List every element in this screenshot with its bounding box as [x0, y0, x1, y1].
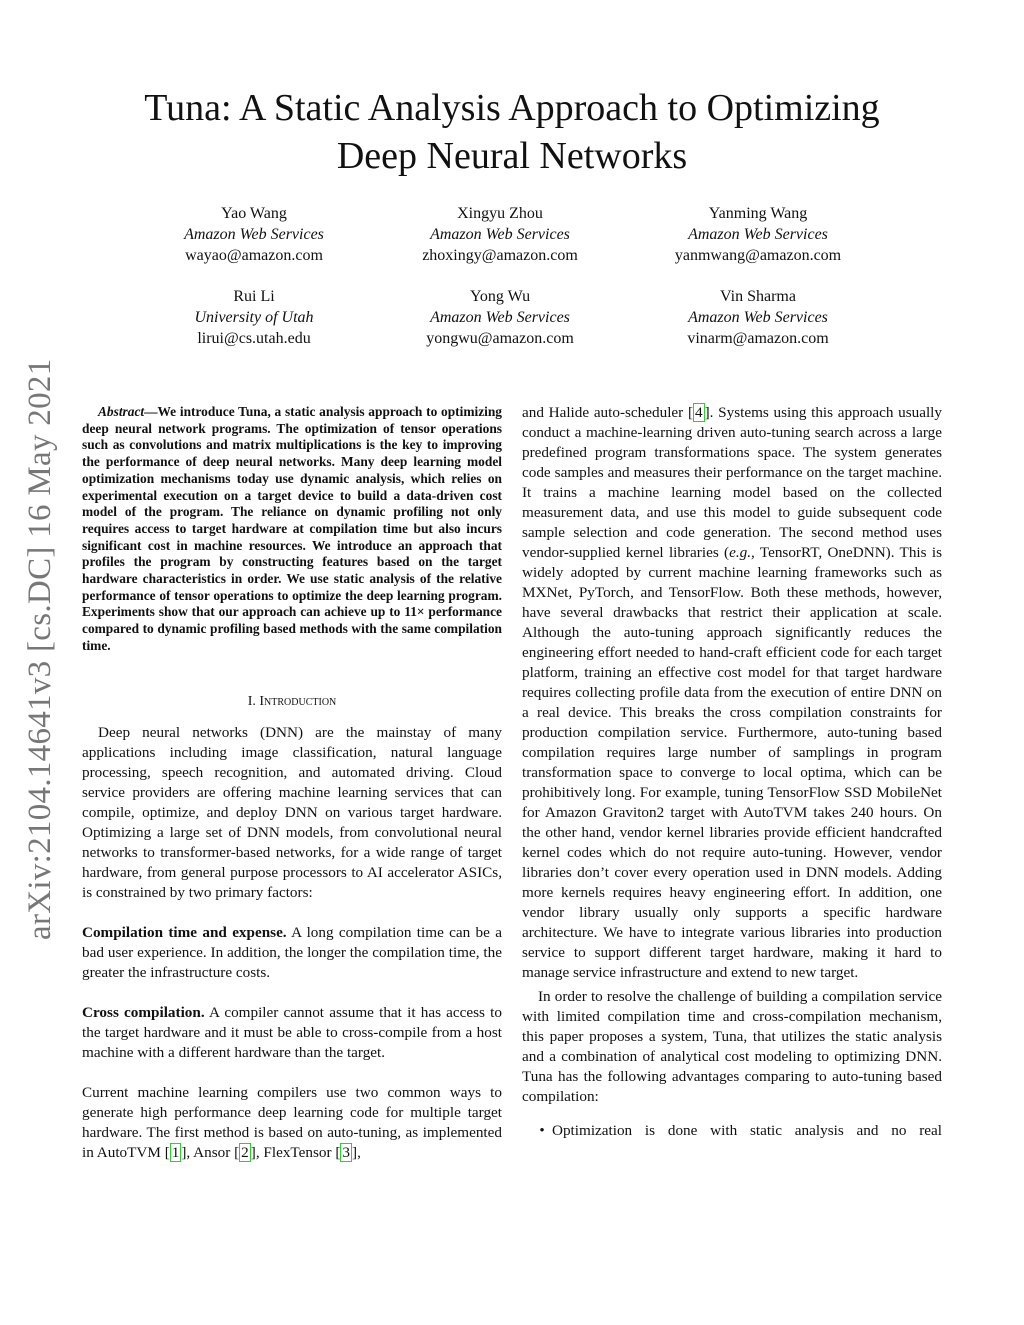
author-affiliation: University of Utah	[194, 309, 314, 326]
author-name: Vin Sharma	[720, 288, 796, 305]
author-block	[370, 286, 630, 349]
paragraph	[82, 923, 502, 983]
author-email: yongwu@amazon.com	[426, 330, 574, 347]
author-block	[124, 203, 384, 266]
paragraph	[82, 1003, 502, 1063]
paragraph-text: ,	[357, 1144, 361, 1161]
author-block	[628, 203, 888, 266]
paragraph: In order to resolve the challenge of building a compilation service with limited compilation time and cross-compilation mechanism, this paper proposes a system, Tuna, that utilizes the static analysis and a combination of analytical cost modeling to optimizing DNN. Tuna has the following advantages comparing to auto-tuning based compilation:	[522, 988, 942, 1105]
title-line-2: Deep Neural Networks	[336, 135, 688, 177]
author-affiliation: Amazon Web Services	[688, 309, 828, 326]
paragraph-lead: Compilation time and expense.	[82, 924, 287, 941]
section-title: Introduction	[259, 694, 337, 709]
citation-link[interactable]: 2	[241, 1144, 249, 1161]
author-block	[124, 286, 384, 349]
paragraph-lead: Cross compilation.	[82, 1004, 205, 1021]
abstract-label: Abstract	[98, 404, 145, 419]
paper-title	[0, 84, 1024, 180]
arxiv-identifier: arXiv:2104.14641v3 [cs.DC] 16 May 2021	[22, 358, 58, 940]
bullet-item	[532, 1121, 942, 1141]
author-name: Yao Wang	[221, 205, 287, 222]
author-email: lirui@cs.utah.edu	[197, 330, 311, 347]
bullet-icon: •	[539, 1122, 545, 1139]
abstract-text: —We introduce Tuna, a static analysis approach to optimizing deep neural network programs. The optimization of tensor operations such as convolutions and matrix multiplications is the key to improving the performance of deep neural networks. Many deep learning model optimization mechanisms today use dynamic analysis, which relies on experimental execution on a target device to build a data-driven cost model of the program. The reliance on dynamic profiling not only requires access to target hardware at compilation time but also incurs significant cost in machine resources. We introduce an approach that profiles the program by constructing features based on the target hardware characteristics in order. We use static analysis of the relative performance of tensor operations to optimize the deep learning program. Experiments show that our approach can achieve up to 11× performance compared to dynamic profiling based methods with the same compilation time.	[82, 404, 502, 653]
abstract	[82, 404, 502, 655]
author-email: vinarm@amazon.com	[687, 330, 829, 347]
author-name: Yanming Wang	[708, 205, 808, 222]
author-name: Rui Li	[233, 288, 275, 305]
paragraph-text: . Systems using this approach usually conduct a machine-learning driven auto-tuning search across a large predefined program transformations space. The system generates code samples and measures their performance on the target machine. It trains a machine learning model based on the collected measurement data, and use this model to guide subsequent code sample selection and code generation. The second method uses vendor-supplied kernel libraries (	[522, 404, 942, 561]
bullet-text: Optimization is done with static analysis and no real	[552, 1122, 942, 1139]
paragraph: Deep neural networks (DNN) are the mainstay of many applications including image classification, natural language processing, speech recognition, and automated driving. Cloud service providers are offering machine learning services that can compile, optimize, and deploy DNN on various target hardware. Optimizing a large set of DNN models, from convolutional neural networks to transformer-based networks, for a wide range of target hardware, from general purpose processors to AI accelerator ASICs, is constrained by two primary factors:	[82, 724, 502, 901]
author-block	[628, 286, 888, 349]
author-affiliation: Amazon Web Services	[184, 226, 324, 243]
section-number: I.	[247, 694, 256, 709]
right-column-body	[522, 403, 942, 1141]
paragraph-text: Current machine learning compilers use two common ways to generate high performance deep learning code for multiple target hardware. The first method is based on auto-tuning, as implemented in AutoTVM	[82, 1084, 502, 1161]
title-line-1: Tuna: A Static Analysis Approach to Optimizing	[144, 87, 880, 129]
citation-link[interactable]: 3	[342, 1144, 350, 1161]
paragraph-text: e.g.	[729, 544, 752, 561]
author-affiliation: Amazon Web Services	[688, 226, 828, 243]
author-email: zhoxingy@amazon.com	[422, 247, 578, 264]
author-email: yanmwang@amazon.com	[674, 247, 842, 264]
paragraph-text: , FlexTensor	[255, 1144, 336, 1161]
citation-link[interactable]: 4	[695, 404, 703, 421]
paragraph-text: A long compilation time can be a bad user experience. In addition, the longer the compilation time, the greater the infrastructure costs.	[82, 924, 502, 981]
author-affiliation: Amazon Web Services	[430, 226, 570, 243]
paragraph: Current machine learning compilers use two common ways to generate high performance deep learning code for multiple target hardware. The first method is based on auto-tuning, as implemented in AutoTVM [ 1 ], Ansor [ 2 ], FlexTensor [ 3 ],	[82, 1084, 502, 1161]
author-email: wayao@amazon.com	[185, 247, 323, 264]
left-column-body	[82, 723, 502, 1163]
author-name: Xingyu Zhou	[457, 205, 543, 222]
author-block	[370, 203, 630, 266]
author-affiliation: Amazon Web Services	[430, 309, 570, 326]
author-name: Yong Wu	[469, 288, 531, 305]
paragraph-text: , TensorRT, OneDNN). This is widely adopted by current machine learning frameworks such as MXNet, PyTorch, and TensorFlow. Both these methods, however, have several drawbacks that restrict their application at scale. Although the auto-tuning approach significantly reduces the engineering effort needed to hand-craft efficient code for each target platform, training an effective cost model for that target hardware requires collecting profile data from the execution of entire DNN on a real device. This breaks the cross compilation constraints for production compilation service. Furthermore, auto-tuning based compilation requires large number of samplings in program transformation space to converge to local optima, which can be prohibitively long. For example, tuning TensorFlow SSD MobileNet for Amazon Graviton2 target with AutoTVM takes 240 hours. On the other hand, vendor kernel libraries provide efficient handcrafted kernel codes which do not require auto-tuning. However, vendor libraries don’t cover every operation used in DNN models. Adding more kernels requires heavy engineering effort. In addition, one vendor library usually only supports a specific hardware architecture. We have to integrate various libraries into production service to support different target hardware, making it hard to manage service infrastructure and extend to new target.	[522, 544, 942, 981]
citation-link[interactable]: 1	[171, 1144, 180, 1161]
paragraph-text: , Ansor	[186, 1144, 235, 1161]
paragraph-text: and Halide auto-scheduler	[522, 404, 688, 421]
paragraph-text: A compiler cannot assume that it has access to the target hardware and it must be able to cross-compile from a host machine with a different hardware than the target.	[82, 1004, 502, 1061]
paragraph: and Halide auto-scheduler [ 4 ]. Systems using this approach usually conduct a machine-learning driven auto-tuning search across a large predefined program transformations space. The system generates code samples and measures their performance on the target machine. It trains a machine learning model based on the collected measurement data, and use this model to guide subsequent code sample selection and code generation. The second method uses vendor-supplied kernel libraries (e.g., TensorRT, OneDNN). This is widely adopted by current machine learning frameworks such as MXNet, PyTorch, and TensorFlow. Both these methods, however, have several drawbacks that restrict their application at scale. Although the auto-tuning approach significantly reduces the engineering effort needed to hand-craft efficient code for each target platform, training an effective cost model for that target hardware requires collecting profile data from the execution of entire DNN on a real device. This breaks the cross compilation constraints for production compilation service. Furthermore, auto-tuning based compilation requires large number of samplings in program transformation space to converge to local optima, which can be prohibitively long. For example, tuning TensorFlow SSD MobileNet for Amazon Graviton2 target with AutoTVM takes 240 hours. On the other hand, vendor kernel libraries provide efficient handcrafted kernel codes which do not require auto-tuning. However, vendor libraries don’t cover every operation used in DNN models. Adding more kernels requires heavy engineering effort. In addition, one vendor library usually only supports a specific hardware architecture. We have to integrate various libraries into production service to support different target hardware, making it hard to manage service infrastructure and extend to new target.	[522, 404, 942, 981]
section-heading	[82, 694, 502, 710]
